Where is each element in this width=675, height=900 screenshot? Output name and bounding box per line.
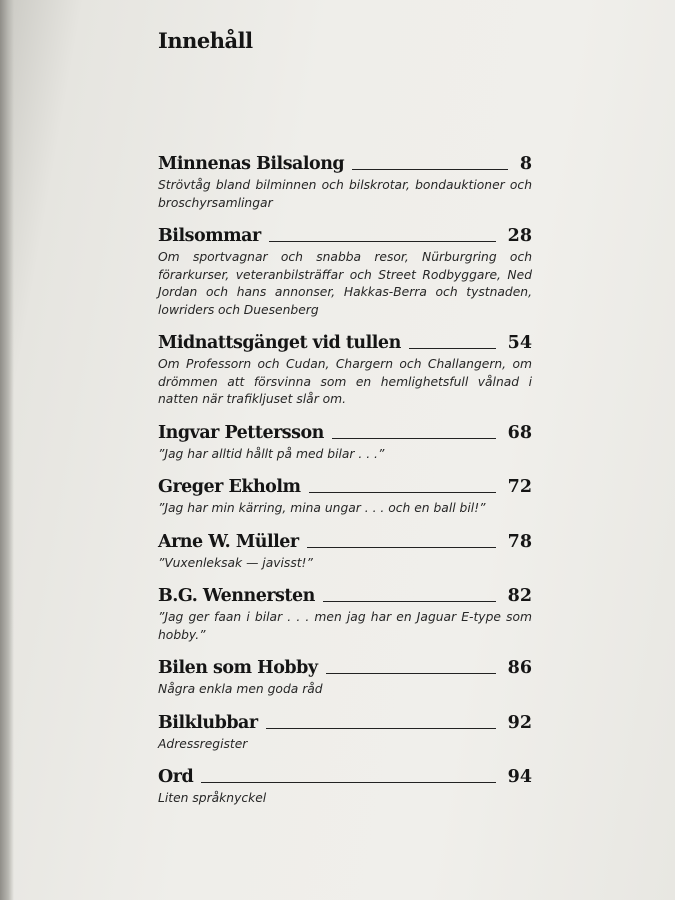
toc-entry-line [158,419,532,445]
toc-entry [158,528,532,573]
toc-entry-title: Bilsommar [158,226,261,246]
toc-entry-description: Om sportvagnar och snabba resor, Nürburgring och förarkurser, veteranbilsträffar och Street Rodbyggare, Ned Jordan och hans annonser, Hakkas-Berra och tystnaden, lowriders och Duesenberg [158,250,532,317]
toc-entry-title: Ingvar Pettersson [158,422,324,443]
toc-entry [158,222,532,319]
toc-leader-rule [326,673,496,674]
toc-entry-description: ”Jag har alltid hållt på med bilar . . .” [158,446,385,461]
toc-entry-title: Ord [158,767,194,787]
toc-leader-rule [309,492,496,493]
toc-entry-line [158,528,532,554]
toc-entry-line [158,582,532,608]
toc-entry [158,419,532,464]
toc-page-number: 94 [507,767,532,787]
toc-entry-line [158,473,532,499]
toc-entry [158,763,532,808]
toc-page-number: 28 [507,226,532,246]
toc-entry-line [158,763,532,789]
toc-entry [158,654,532,699]
toc-entry-line [158,329,532,355]
toc-entry-description: Adressregister [158,736,248,751]
toc-entry [158,473,532,518]
toc-entry-description: Om Professorn och Cudan, Chargern och Challangern, om drömmen att försvinna som en hemlighetsfull vålnad i natten när trafikljuset slår om. [158,357,532,406]
toc-leader-rule [269,241,496,242]
table-of-contents [158,150,532,818]
toc-entry [158,709,532,754]
toc-entry-title: Minnenas Bilsalong [158,154,345,174]
toc-leader-rule [409,348,496,349]
toc-leader-rule [332,438,496,439]
toc-leader-rule [201,782,495,783]
toc-entry [158,150,532,212]
toc-entry-description: Några enkla men goda råd [158,682,323,696]
toc-page-number: 92 [507,712,532,733]
toc-entry-description: Strövtåg bland bilminnen och bilskrotar, bondauktioner och broschyrsamlingar [158,178,532,210]
toc-page-number: 72 [507,477,532,497]
toc-entry [158,329,532,409]
toc-page-number: 86 [507,658,532,678]
toc-page-number: 78 [507,531,532,552]
page-title: Innehåll [158,28,253,53]
toc-leader-rule [352,169,508,170]
toc-entry-line [158,654,532,680]
toc-entry-description: ”Jag ger faan i bilar . . . men jag har en Jaguar E-type som hobby.” [158,610,532,642]
toc-leader-rule [323,601,496,602]
toc-leader-rule [307,547,496,548]
toc-entry [158,582,532,644]
page-gutter-shadow [0,0,14,900]
toc-entry-title: Bilklubbar [158,712,258,733]
toc-entry-line [158,222,532,248]
toc-page-number: 8 [519,154,532,174]
toc-page-number: 68 [507,422,532,443]
toc-entry-title: Midnattsgänget vid tullen [158,333,401,353]
toc-entry-description: ”Vuxenleksak — javisst!” [158,555,313,570]
toc-entry-line [158,150,532,176]
toc-leader-rule [266,728,496,729]
toc-entry-description: ”Jag har min kärring, mina ungar . . . och en ball bil!” [158,501,486,515]
toc-page-number: 54 [507,333,532,353]
toc-entry-title: Greger Ekholm [158,477,301,497]
toc-entry-description: Liten språknyckel [158,791,267,805]
toc-entry-title: Arne W. Müller [158,531,299,552]
toc-entry-line [158,709,532,735]
toc-page-number: 82 [507,586,532,606]
toc-entry-title: Bilen som Hobby [158,658,318,678]
toc-entry-title: B.G. Wennersten [158,586,315,606]
